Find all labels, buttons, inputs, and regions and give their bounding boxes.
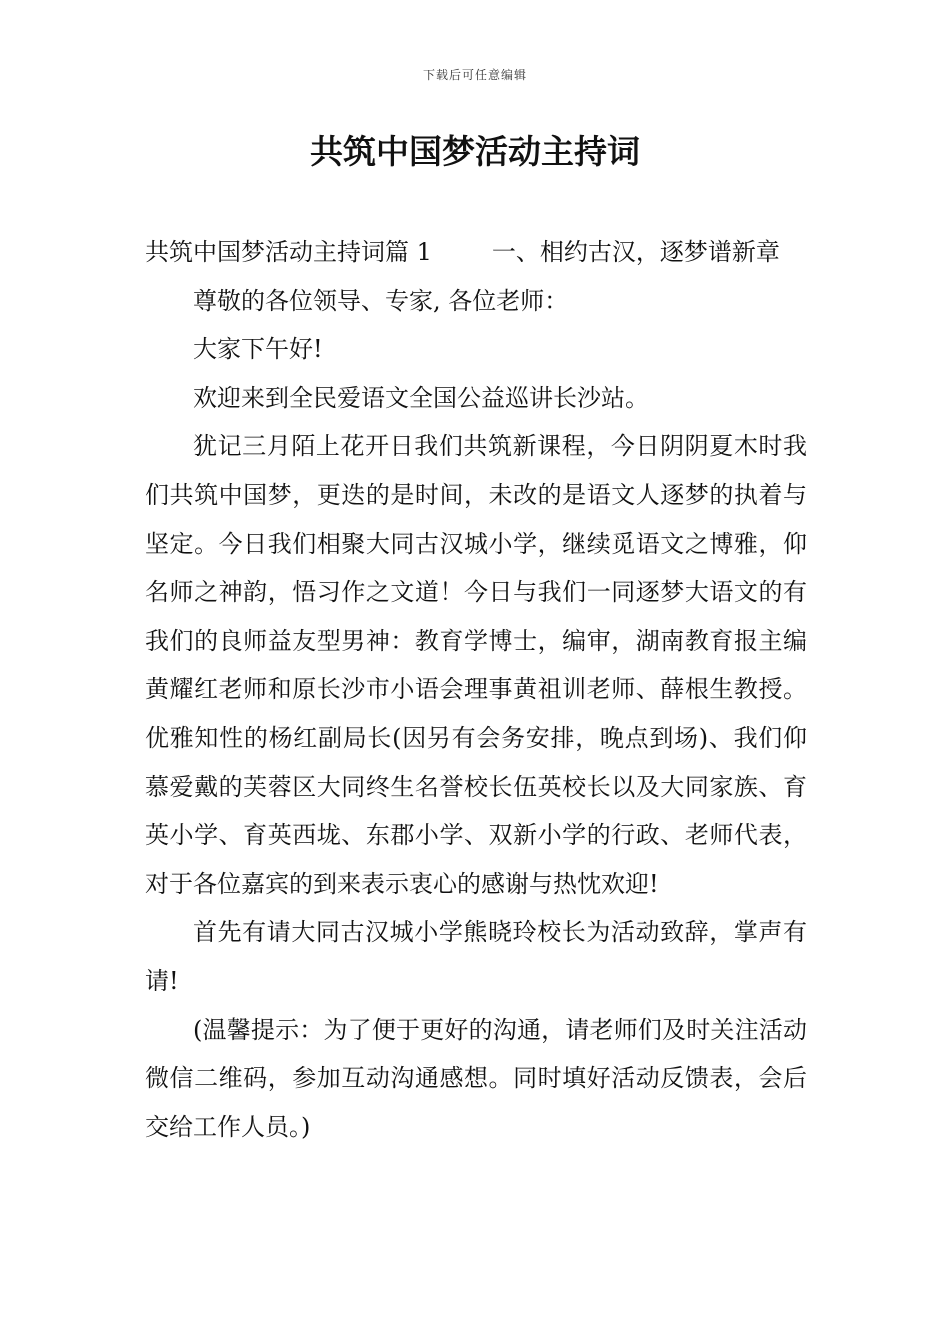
paragraph-reminder: (温馨提示：为了便于更好的沟通，请老师们及时关注活动微信二维码，参加互动沟通感想。同时填好活动反馈表，会后交给工作人员。) [145, 1015, 807, 1141]
paragraph-greeting: 大家下午好! [193, 335, 323, 364]
paragraph-invitation: 首先有请大同古汉城小学熊晓玲校长为活动致辞，掌声有请! [145, 918, 807, 995]
section-heading-line [145, 228, 807, 277]
paragraph-introduction: 犹记三月陌上花开日我们共筑新课程，今日阴阴夏木时我们共筑中国梦，更迭的是时间，未改的是语文人逐梦的执着与坚定。今日我们相聚大同古汉城小学，继续觅语文之博雅，仰名师之神韵，悟习作之文道！今日与我们一同逐梦大语文的有我们的良师益友型男神：教育学博士，编审，湖南教育报主编黄耀红老师和原长沙市小语会理事黄祖训老师、薛根生教授。优雅知性的杨红副局长(因另有会务安排，晚点到场)、我们仰慕爱戴的芙蓉区大同终生名誉校长伍英校长以及大同家族、育英小学、育英西垅、东郡小学、双新小学的行政、老师代表，对于各位嘉宾的到来表示衷心的感谢与热忱欢迎! [145, 432, 807, 898]
section-heading: 共筑中国梦活动主持词篇 1 [145, 238, 432, 266]
document-title: 共筑中国梦活动主持词 [310, 132, 640, 171]
paragraph-salutation: 尊敬的各位领导、专家, 各位老师： [193, 286, 569, 315]
part-heading: 一、相约古汉，逐梦谱新章 [491, 238, 780, 266]
header-note: 下载后可任意编辑 [422, 68, 527, 82]
document-body [145, 228, 807, 1151]
paragraph-welcome: 欢迎来到全民爱语文全国公益巡讲长沙站。 [193, 383, 649, 412]
